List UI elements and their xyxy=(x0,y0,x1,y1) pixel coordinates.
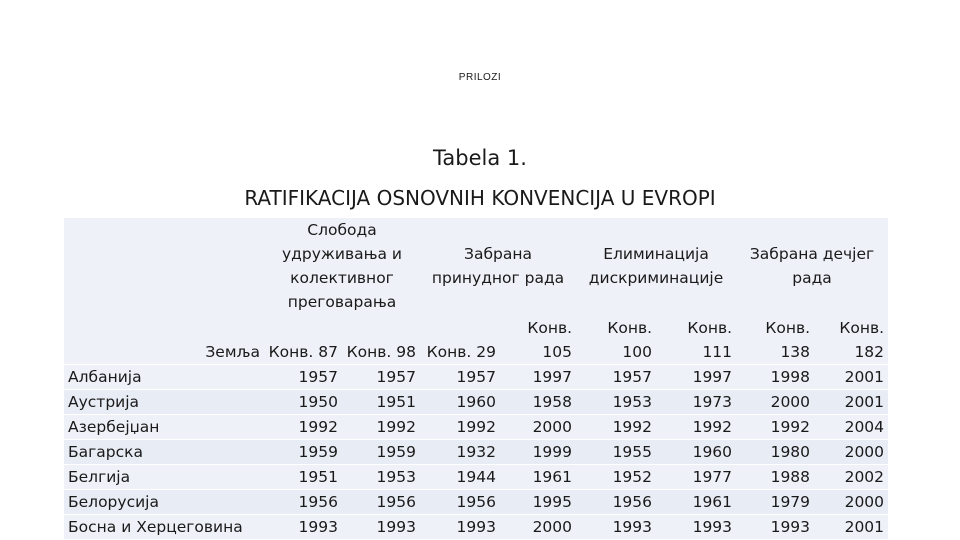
year-cell: 1956 xyxy=(420,490,500,515)
year-cell: 1998 xyxy=(736,365,814,390)
year-cell: 1993 xyxy=(576,515,656,540)
year-cell: 1956 xyxy=(342,490,420,515)
country-group-blank xyxy=(64,218,264,314)
year-cell: 1952 xyxy=(576,465,656,490)
year-cell: 2001 xyxy=(814,365,888,390)
year-cell: 1951 xyxy=(342,390,420,415)
year-cell: 1959 xyxy=(264,440,342,465)
country-cell: Аустрија xyxy=(64,390,264,415)
year-cell: 1960 xyxy=(420,390,500,415)
year-cell: 2000 xyxy=(500,415,576,440)
year-cell: 1957 xyxy=(342,365,420,390)
year-cell: 2001 xyxy=(814,515,888,540)
country-cell: Албанија xyxy=(64,365,264,390)
year-cell: 1992 xyxy=(420,415,500,440)
group-header-freedom-association: Слобода удруживања и колективног преговарања xyxy=(282,221,402,311)
convention-header: Конв. 182 xyxy=(839,319,885,361)
year-cell: 1956 xyxy=(576,490,656,515)
year-cell: 1993 xyxy=(420,515,500,540)
year-cell: 1992 xyxy=(264,415,342,440)
table-row xyxy=(64,515,888,540)
year-cell: 1992 xyxy=(736,415,814,440)
table-number-title: Tabela 1. xyxy=(433,146,527,170)
country-cell: Босна и Херцеговина xyxy=(64,515,264,540)
ratification-table xyxy=(64,218,888,539)
year-cell: 1961 xyxy=(500,465,576,490)
country-cell: Багарска xyxy=(64,440,264,465)
year-cell: 1958 xyxy=(500,390,576,415)
table-row xyxy=(64,390,888,415)
year-cell: 1997 xyxy=(500,365,576,390)
year-cell: 1944 xyxy=(420,465,500,490)
year-cell: 1961 xyxy=(656,490,736,515)
year-cell: 1995 xyxy=(500,490,576,515)
year-cell: 1993 xyxy=(342,515,420,540)
group-header-row xyxy=(64,218,888,314)
year-cell: 1992 xyxy=(656,415,736,440)
year-cell: 1993 xyxy=(264,515,342,540)
group-header-discrimination: Елиминација дискриминације xyxy=(588,245,724,287)
year-cell: 1993 xyxy=(736,515,814,540)
year-cell: 1988 xyxy=(736,465,814,490)
year-cell: 2002 xyxy=(814,465,888,490)
year-cell: 1950 xyxy=(264,390,342,415)
year-cell: 2000 xyxy=(814,440,888,465)
year-cell: 1956 xyxy=(264,490,342,515)
year-cell: 2000 xyxy=(500,515,576,540)
year-cell: 2001 xyxy=(814,390,888,415)
year-cell: 1959 xyxy=(342,440,420,465)
convention-header: Конв. 100 xyxy=(607,319,653,361)
year-cell: 1953 xyxy=(342,465,420,490)
year-cell: 1992 xyxy=(576,415,656,440)
table-row xyxy=(64,365,888,390)
convention-header-row xyxy=(64,314,888,365)
year-cell: 1977 xyxy=(656,465,736,490)
year-cell: 1979 xyxy=(736,490,814,515)
year-cell: 1960 xyxy=(656,440,736,465)
year-cell: 2004 xyxy=(814,415,888,440)
convention-header: Конв. 105 xyxy=(527,319,573,361)
convention-header: Конв. 111 xyxy=(687,319,733,361)
convention-header: Конв. 98 xyxy=(346,343,416,361)
year-cell: 1953 xyxy=(576,390,656,415)
convention-header: Конв. 138 xyxy=(765,319,811,361)
convention-header: Конв. 87 xyxy=(268,343,338,361)
table-title: RATIFIKACIJA OSNOVNIH KONVENCIJA U EVROPI xyxy=(244,186,716,210)
year-cell: 1957 xyxy=(264,365,342,390)
table-row xyxy=(64,415,888,440)
year-cell: 1993 xyxy=(656,515,736,540)
table-row xyxy=(64,490,888,515)
table-row xyxy=(64,440,888,465)
table-row xyxy=(64,465,888,490)
year-cell: 1997 xyxy=(656,365,736,390)
group-header-forced-labour: Забрана принудног рада xyxy=(431,245,565,287)
year-cell: 2000 xyxy=(736,390,814,415)
year-cell: 1957 xyxy=(576,365,656,390)
country-cell: Белорусија xyxy=(64,490,264,515)
convention-header: Конв. 29 xyxy=(426,343,496,361)
group-header-child-labour: Забрана дечјег рада xyxy=(749,245,875,287)
year-cell: 1951 xyxy=(264,465,342,490)
table-body xyxy=(64,365,888,540)
year-cell: 1957 xyxy=(420,365,500,390)
year-cell: 1955 xyxy=(576,440,656,465)
country-column-header: Земља xyxy=(205,343,260,361)
year-cell: 1980 xyxy=(736,440,814,465)
country-cell: Азербејџан xyxy=(64,415,264,440)
year-cell: 1932 xyxy=(420,440,500,465)
year-cell: 2000 xyxy=(814,490,888,515)
section-header: PRILOZI xyxy=(458,72,502,83)
country-cell: Белгија xyxy=(64,465,264,490)
year-cell: 1992 xyxy=(342,415,420,440)
year-cell: 1999 xyxy=(500,440,576,465)
year-cell: 1973 xyxy=(656,390,736,415)
